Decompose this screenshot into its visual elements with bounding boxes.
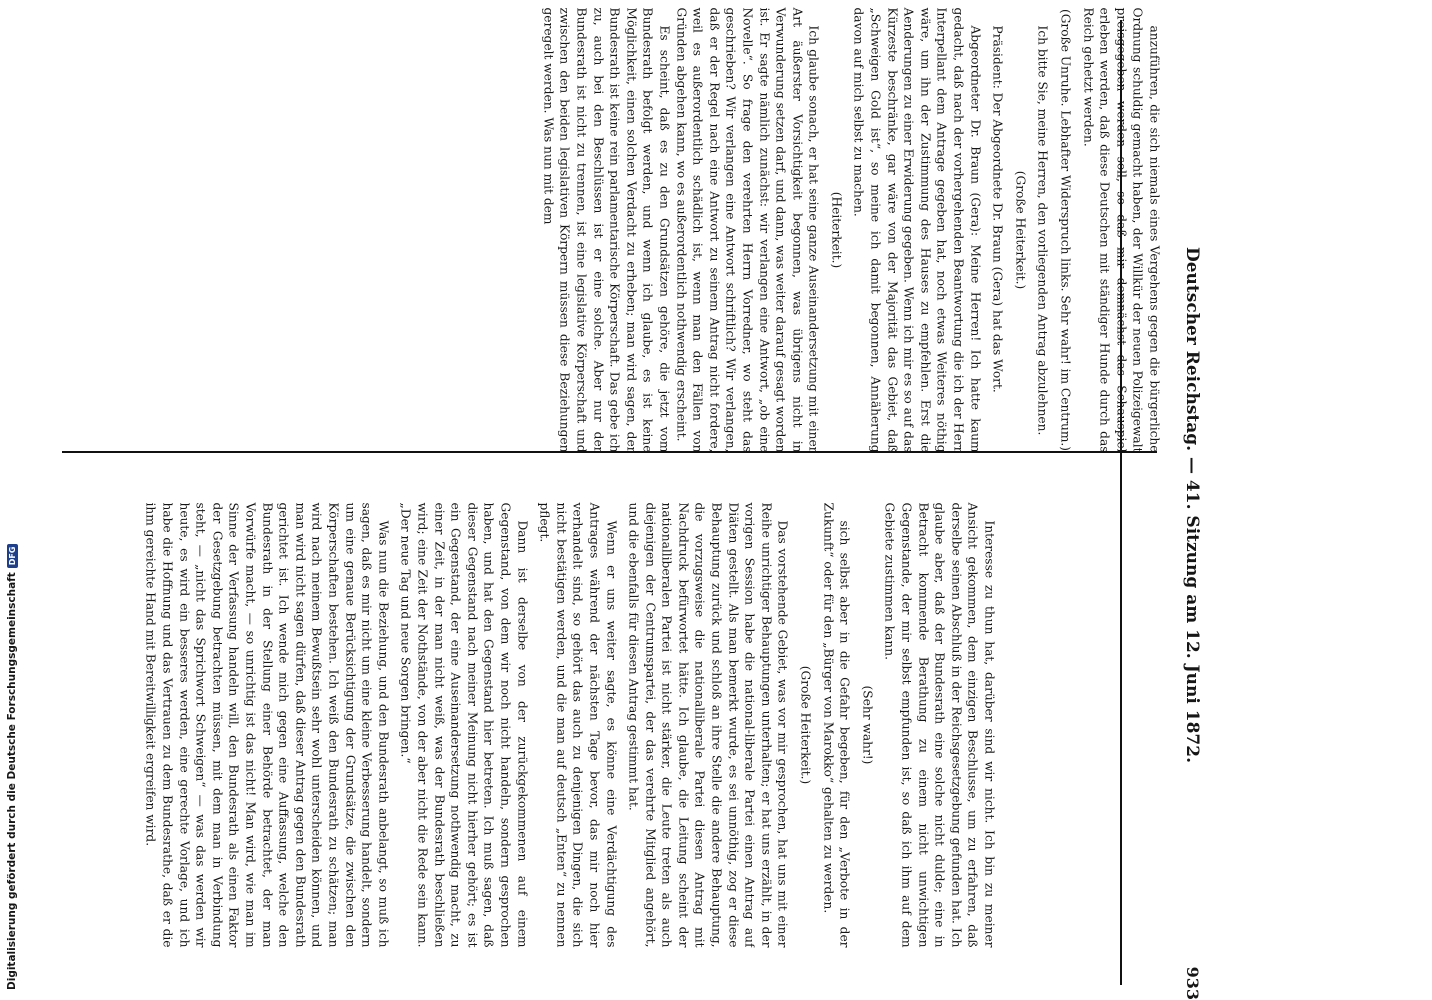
credit-text: Digitalisierung gefördert durch die Deutsche Forschungsgemeinschaft xyxy=(6,572,18,990)
digitization-credit xyxy=(2,470,22,990)
paragraph: Es scheint, daß es zu den Grundsätzen gehöre, die jetzt vom Bundesrath befolgt werden, und wenn ich glaube, es ist keine Möglichkeit, einen solchen Verdacht zu erheben; man wird sagen, der Bundesrath ist keine rein parlamentarische Körperschaft. Das gebe ich zu, auch bei den Beschlüssen ist er eine solche. Aber nur der Bundesrath ist nicht zu trennen, ist eine legislative Körperschaft und zwischen den beiden legislativen Körpern müssen diese Beziehungen geregelt werden. Was nun mit dem xyxy=(541,7,672,453)
stage-direction: (Große Heiterkeit.) xyxy=(1013,170,1028,290)
text-column-right xyxy=(83,503,998,948)
paragraph: Was nun die Beziehung, und den Bundesrath anbelangt, so muß ich sagen, daß es mir nicht um eine kleine Verbesserung handelt, sondern um eine genaue Berücksichtigung der Grundsätze, die zwischen den Körperschaften bestehen. Ich weiß den Bundesrath zu schätzen; man wird nach meinem Bewußtsein sehr wohl unterscheiden können, und man wird nicht sagen dürfen, daß dieser Antrag gegen den Bundesrath gerichtet ist. Ich wende mich gegen eine Auffassung, welche den Bundesrath in der Stellung einer Behörde betrachtet, der man Vorwürfe macht, — so unrichtig ist das nicht! Man wird, wie man im Sinne der Verfassung handeln will, den Bundesrath als einen Faktor der Gesetzgebung betrachten müssen, mit dem man in Verbindung steht, — „nicht das Sprichwort Schweigen“ — was das werden wir heute, es wird ein besseres werden, eine gerechte Vorlage, und ich habe die Hoffnung und das Vertrauen zu dem Bundesrathe, daß er die ihm gereichte Hand mit Bereitwilligkeit ergreifen wird. xyxy=(144,502,391,948)
paragraph: Das vorstehende Gebiet, was vor mir gesprochen, hat uns mit einer Reihe unrichtiger Behauptungen unterhalten; er hat uns erzählt, in der vorigen Session habe die national-liberale Partei einen Antrag auf Diäten gestellt. Als man bemerkt wurde, es sei unnöthig, zog er diese Behauptung zurück und schloß an ihre Stelle die andere Behauptung, die vorzugsweise die nationalliberale Partei diesen Antrag mit Nachdruck befürwortet hätte. Ich glaube, die Leitung scheint der nationalliberalen Partei ist nicht stärker, die Leute treten als auch diejenigen der Centrumspartei, der das verehrte Mitglied angehört, und die ebenfalls für diesen Antrag gestimmt hat. xyxy=(626,502,790,948)
paragraph: anzuführen, die sich niemals eines Vergehens gegen die bürgerliche Ordnung schuldig gemacht haben, der Willkür der neuen Polizeigewalt preisgegeben werden soll, so daß mir demnächst das Schauspiel erleben werden, daß diese Deutschen mit ständiger Hunde durch das Reich gehetzt werden. xyxy=(1081,7,1162,453)
text-column-left xyxy=(78,8,1163,453)
running-header xyxy=(1176,10,1208,1000)
running-title: Deutscher Reichstag. — 41. Sitzung am 12. Juni 1872. xyxy=(1182,247,1202,763)
stage-direction: (Heiterkeit.) xyxy=(829,191,844,269)
stage-direction: (Große Unruhe. Lebhafter Widerspruch links. Sehr wahr! im Centrum.) xyxy=(1058,8,1073,452)
paragraph: Dann ist derselbe von der zurückgekommenen auf einem Gegenstand, von dem wir noch nicht handeln, sondern gesprochen haben, und hat den Gegenstand hier betreten. Ich muß sagen, daß dieser Gegenstand nach meiner Meinung nicht hierher gehört; es ist ein Gegenstand, der eine Auseinandersetzung nothwendig macht, zu einer Zeit, in der man nicht weiß, was der Bundesrath beschließen wird; eine Zeit der Nothstände, von der aber nicht die Rede sein kann. „Der neue Tag und neue Sorgen bringen.“ xyxy=(398,502,530,948)
paragraph: Ich bitte Sie, meine Herren, den vorliegenden Antrag abzulehnen. xyxy=(1035,25,1050,436)
page-number: 933 xyxy=(1183,966,1202,1000)
stage-direction: (Sehr wahr!) xyxy=(860,685,875,765)
stage-direction: (Große Heiterkeit.) xyxy=(798,665,813,785)
paragraph: Abgeordneter Dr. Braun (Gera): Meine Herren! Ich hatte kaum gedacht, daß nach der vorhergehenden Beantwortung die ich der Herr Interpellant dem Antrage gegeben hat, noch etwas Weiteres nöthig wäre, um ihn der Zustimmung des Hauses zu empfehlen. Erst die Aenderungen zu einer Erwiderung gegeben. Wenn ich mir es so auf das Kürzeste beschränke, gar wäre von der Majorität das Gebiet, daß „Schweigen Gold ist“, so meine ich damit begonnen, Annäherung davon auf mich selbst zu machen. xyxy=(852,7,983,453)
paragraph: Ich glaube sonach, er hat seine ganze Auseinandersetzung mit einer Art äußerster Vorsichtigkeit begonnen, was übrigens nicht in Verwunderung setzen darf, und dann, was weiter darauf gesagt worden ist. Er sagte nämlich zunächst: wir verlangen eine Antwort, „ob eine Novelle“. So frage den verehrten Herrn Vorredner, wo steht das geschrieben? Wir verlangen eine Antwort schriftlich? Wir verlangen, daß er der Regel nach eine Antwort zu seinem Antrag nicht fordere, weil es außerordentlich schädlich ist, wenn man den Fällen von Gründen abgehen kann, wo es außerordentlich nothwendig erscheint. xyxy=(674,7,821,453)
paragraph: Wenn er uns weiter sagte, es könne eine Verdächtigung des Antrages während der nächsten Tage bevor, das mir noch hier verhandelt sind, so gehört das auch zu denjenigen Dingen, die sich nicht bestätigen werden, und die man auf deutsch „Enten“ zu nennen pflegt. xyxy=(537,502,619,948)
dfg-logo: DFG xyxy=(7,544,18,569)
paragraph: Interesse zu thun hat, darüber sind wir nicht. Ich bin zu meiner Ansicht gekommen, dem einzigen Beschlusse, um zu erfahren, daß derselbe seinen Abschluß in der Reichsgesetzgebung gefunden hat. Ich glaube aber, daß der Bundesrath eine solche nicht dulde; eine in Betracht kommende Berathung zu einem nicht unwichtigen Gegenstande, der mir selbst empfunden ist, so daß ich ihm auf dem Gebiete zustimmen kann. xyxy=(882,502,997,948)
paragraph: Präsident: Der Abgeordnete Dr. Braun (Gera) hat das Wort. xyxy=(990,25,1005,393)
paragraph: sich selbst aber in die Gefahr begeben, für den „Verbote in der Zukunft“ oder für den „Bürger von Marokko“ gehalten zu werden. xyxy=(821,502,852,948)
